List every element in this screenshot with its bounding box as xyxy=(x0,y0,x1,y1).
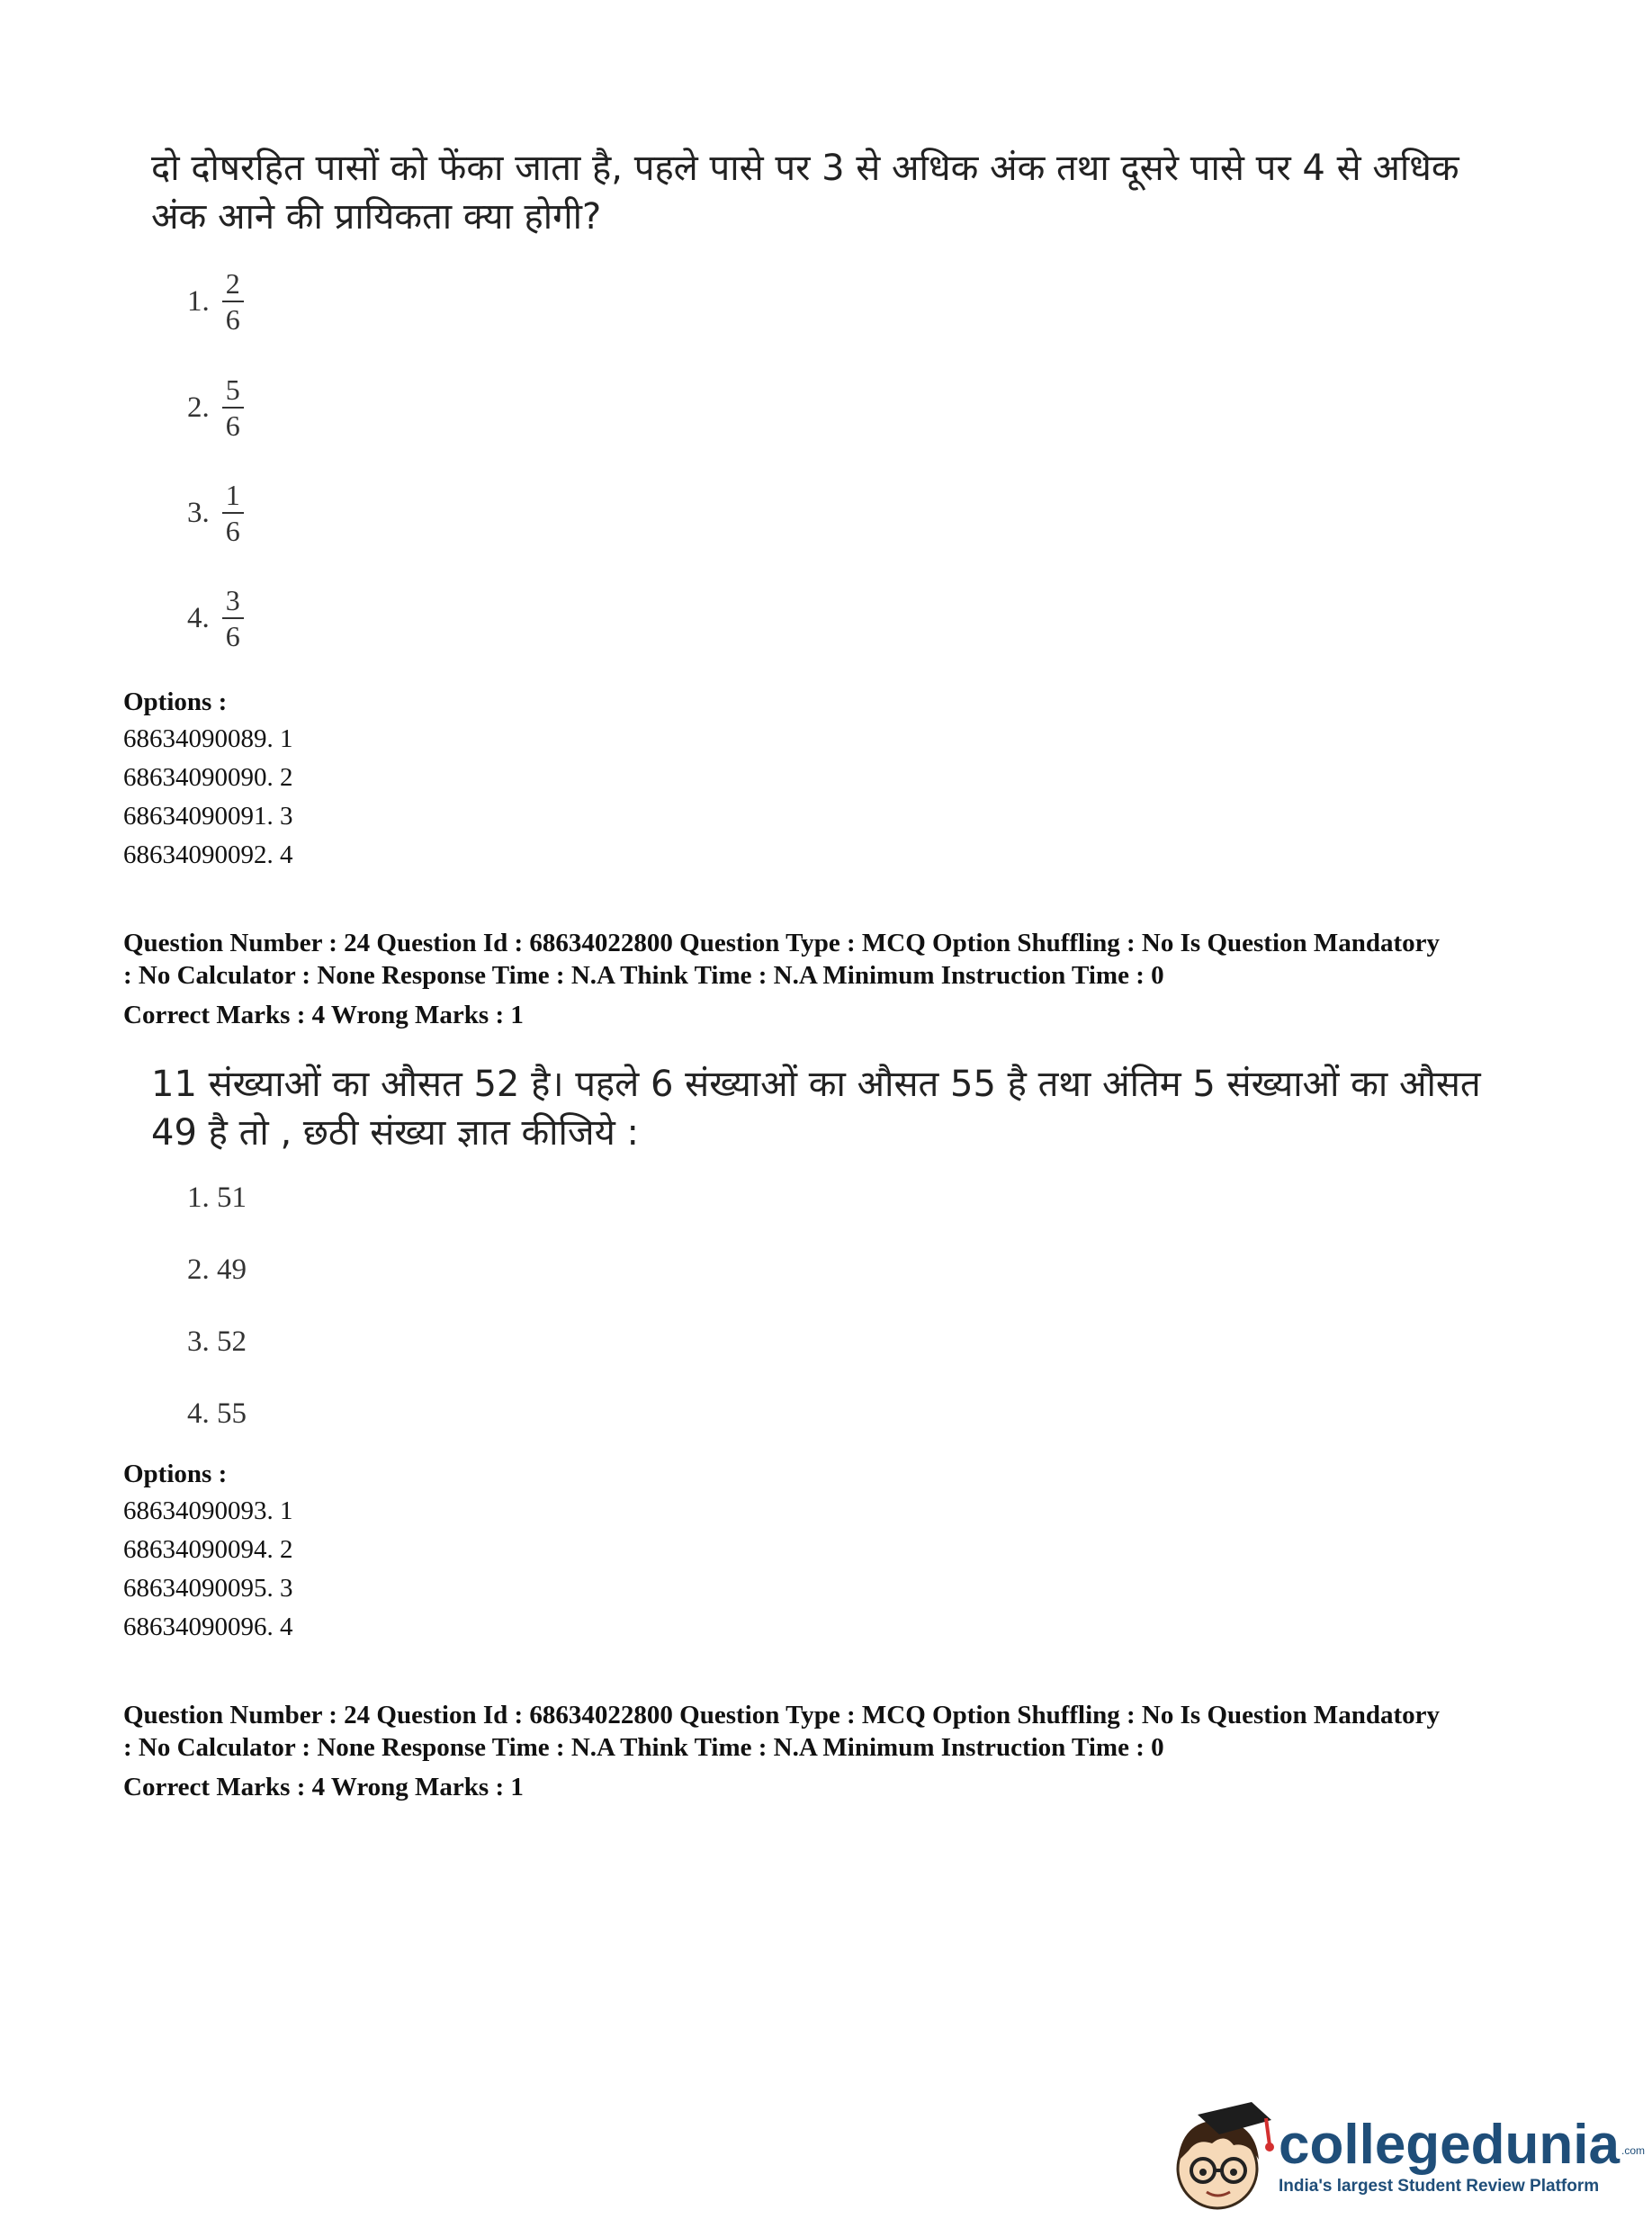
choice-number: 1. xyxy=(187,284,210,318)
option-id: 68634090093. 1 xyxy=(123,1496,293,1525)
numerator: 5 xyxy=(225,373,240,406)
choice-number: 4. xyxy=(187,601,210,634)
answer-choice xyxy=(187,480,244,546)
answer-choice: 1. 51 xyxy=(187,1181,247,1214)
meta-line: : No Calculator : None Response Time : N.A Think Time : N.A Minimum Instruction Time : 0 xyxy=(123,961,1164,990)
mascot-icon xyxy=(1162,2098,1279,2215)
denominator: 6 xyxy=(225,409,240,442)
answer-choice: 3. 52 xyxy=(187,1325,247,1358)
fraction-bar xyxy=(222,617,244,619)
meta-line: : No Calculator : None Response Time : N.A Think Time : N.A Minimum Instruction Time : 0 xyxy=(123,1733,1164,1762)
answer-choice xyxy=(187,268,244,335)
fraction xyxy=(222,585,244,651)
answer-choice xyxy=(187,374,244,441)
answer-choice xyxy=(187,585,244,651)
options-list xyxy=(123,1492,1563,1647)
fraction-bar xyxy=(222,407,244,409)
option-id: 68634090089. 1 xyxy=(123,724,293,753)
logo-superscript: .com xyxy=(1621,2144,1645,2157)
options-heading: Options : xyxy=(123,687,228,716)
option-id: 68634090091. 3 xyxy=(123,802,293,831)
question-meta xyxy=(123,1699,1563,1803)
meta-line: Question Number : 24 Question Id : 68634022800 Question Type : MCQ Option Shuffling : No Is Question Mandatory xyxy=(123,1701,1441,1729)
fraction-bar xyxy=(222,512,244,514)
fraction xyxy=(222,374,244,441)
options-list xyxy=(123,720,1563,875)
fraction xyxy=(222,480,244,546)
denominator: 6 xyxy=(225,303,240,336)
logo-text xyxy=(1279,2114,1645,2197)
denominator: 6 xyxy=(225,515,240,547)
numerator: 3 xyxy=(225,584,240,616)
logo-tagline: India's largest Student Review Platform xyxy=(1279,2177,1600,2196)
answer-choice: 4. 55 xyxy=(187,1397,247,1430)
question-text: 11 संख्याओं का औसत 52 है। पहले 6 संख्याओं का औसत 55 है तथा अंतिम 5 संख्याओं का औसत 49 है तो , छठी संख्या ज्ञात कीजिये : xyxy=(151,1064,1481,1154)
fraction xyxy=(222,268,244,335)
answer-choice: 2. 49 xyxy=(187,1253,247,1286)
denominator: 6 xyxy=(225,620,240,652)
meta-line: Question Number : 24 Question Id : 68634022800 Question Type : MCQ Option Shuffling : No Is Question Mandatory xyxy=(123,929,1441,957)
option-id: 68634090095. 3 xyxy=(123,1574,293,1603)
collegedunia-logo xyxy=(1162,2098,1645,2215)
question-meta xyxy=(123,927,1563,1031)
fraction-bar xyxy=(222,301,244,302)
question-text: दो दोषरहित पासों को फेंका जाता है, पहले पासे पर 3 से अधिक अंक तथा दूसरे पासे पर 4 से अधिक अंक आने की प्रायिकता क्या होगी? xyxy=(151,148,1459,238)
option-id: 68634090090. 2 xyxy=(123,763,293,792)
choice-number: 3. xyxy=(187,496,210,529)
option-id: 68634090094. 2 xyxy=(123,1535,293,1564)
option-id: 68634090092. 4 xyxy=(123,840,293,869)
numerator: 2 xyxy=(225,267,240,300)
logo-name: collegedunia xyxy=(1279,2114,1620,2176)
option-id: 68634090096. 4 xyxy=(123,1613,293,1641)
marks-line: Correct Marks : 4 Wrong Marks : 1 xyxy=(123,1001,524,1029)
choice-number: 2. xyxy=(187,391,210,424)
options-heading: Options : xyxy=(123,1460,228,1488)
marks-line: Correct Marks : 4 Wrong Marks : 1 xyxy=(123,1773,524,1801)
numerator: 1 xyxy=(225,479,240,511)
